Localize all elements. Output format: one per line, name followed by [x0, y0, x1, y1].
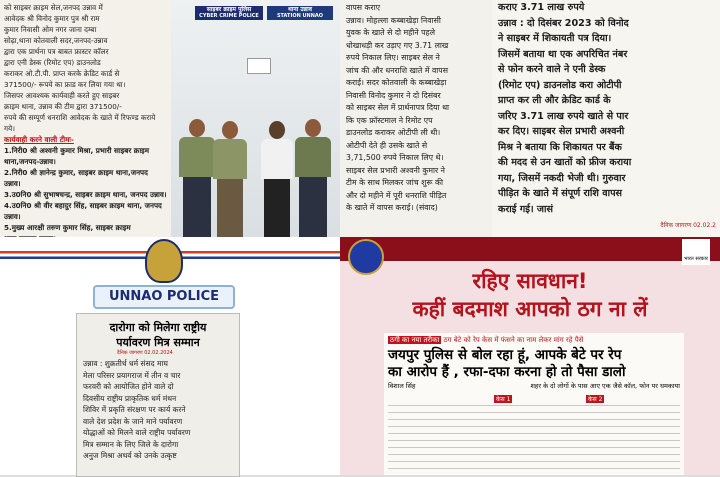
tagline-badge: ठगी का नया तरीका — [390, 336, 440, 344]
clipping-text — [0, 0, 171, 246]
govt-emblem: भारत सरकार — [682, 239, 710, 265]
case-badge: केस 1 — [496, 396, 511, 403]
text-line: 3,71,500 रुपये निकाल लिए थे। — [346, 153, 444, 162]
text-line: कुमार निवासी ओम नगर जाना दम्बा — [4, 25, 97, 34]
unnao-police-header: UNNAO POLICE — [93, 285, 235, 309]
text-line: सोढ़ा,थाना कोतवाली सदर,जनपद-उन्नाव — [4, 36, 108, 45]
text-line: 4.उ0नि0 श्री वीर बहादुर सिंह, साइबर क्राइम थाना, जनपद उन्नाव। — [4, 201, 162, 221]
text-line: दिवसीय राष्ट्रीय प्राकृतिक धर्म मंथन — [83, 393, 177, 403]
text-line: आवेदक श्री विनोद कुमार पुत्र श्री राम — [4, 14, 100, 23]
text-line: को साइबर क्राइम सेल,जनपद उन्नाव में — [4, 3, 103, 12]
text-line: द्वारा एनी डेस्क (रिमोट एप) डाउनलोड — [4, 58, 101, 67]
article-body-lines — [388, 399, 680, 471]
text-line: शिविर में प्रकृति संरक्षण पर कार्य करने — [83, 405, 186, 414]
person-1 — [179, 119, 215, 237]
text-line: द्वारा एक प्रार्थना पत्र बाबत फ्रास्टर कॉलर — [4, 47, 109, 56]
case-badge: केस 2 — [588, 396, 603, 403]
text-line: जिसपर आवश्यक कार्यवाही करते हुए साइबर — [4, 91, 120, 100]
person-3 — [261, 121, 293, 237]
text-line: 371500/- रूपये का फ्राड कर लिया गया था। — [4, 80, 126, 89]
text-line: उन्नाव : शुक्रतीर्थ धर्म संसद माघ — [83, 359, 168, 368]
text-line: जिसमें बताया था एक अपरिचित नंबर — [498, 48, 628, 60]
text-line: कराई। सदर कोतवाली के कब्बाखेड़ा — [346, 78, 447, 87]
text-line: फरवरी को आयोजित होने वाले दो — [83, 382, 174, 391]
source-label: दैनिक जागरण 02.02.2 — [660, 222, 716, 229]
text-line: के खाते में वापस कराई। (संवाद) — [346, 203, 438, 212]
text-line: क्राइम थाना, उन्नाव की टीम द्वारा 371500/- — [4, 102, 122, 111]
police-emblem-icon — [145, 239, 183, 283]
tagline-text: ठग बेटे को रेप केस में फंसने का नाम लेकर मांग रहे पैसे — [443, 336, 584, 344]
news-clipping-refund — [0, 0, 171, 237]
text-line: युवक के खाते से दो महीने पहले — [346, 28, 435, 37]
text-line: टीम के साथ मिलकर जांच शुरू की — [346, 178, 444, 187]
text-line: अनुज मिश्रा अथर्व को उनके उत्कृष्ट — [83, 451, 177, 460]
text-line: ओटीपी देते ही उसके खाते से — [346, 140, 428, 150]
text-line: 3.उ0नि0 श्री सुभाषचन्द्र, साइबर क्राइम थाना, जनपद उन्नाव। — [4, 190, 167, 199]
text-line: रुपये निकाल लिए। साइबर सेल ने — [346, 53, 440, 62]
held-paper — [247, 58, 271, 74]
news-clipping-jagran — [492, 0, 720, 237]
text-line: गया, जिसमें नकदी भेजी थी। गुरुवार — [498, 172, 626, 184]
clipping-text — [77, 356, 239, 464]
beware-fraud-poster — [340, 237, 720, 475]
text-line: कराई गई। जासं — [498, 203, 554, 215]
clipping-text — [492, 0, 720, 217]
sign-cyber-police: साइबर क्राइम पुलिस CYBER CRIME POLICE — [195, 6, 263, 20]
person-4 — [295, 119, 331, 237]
clipping-text — [340, 0, 492, 217]
text-line: कि एक फ्रॉस्टमाल ने रिमोट एप — [346, 115, 433, 125]
text-line: पीड़ित के खाते में संपूर्ण राशि वापस — [498, 188, 623, 199]
text-line: वापस कराए — [346, 3, 381, 12]
clipping — [384, 333, 684, 475]
text-line: को साइबर सेल में प्रार्थनापत्र दिया था — [346, 103, 450, 112]
text-line: और दो महीने में पूरी धनराशि पीड़ित — [346, 190, 447, 200]
text-line: डाउनलोड कराकर ओटीपी ली थी। — [346, 128, 441, 137]
text-line: 1.निरी0 श्री अश्वनी कुमार मिश्रा, प्रभारी साइबर क्राइम थाना,जनपद-उन्नाव। — [4, 146, 150, 166]
photo-cyber-police-team — [171, 0, 340, 237]
text-line: जरिए 3.71 लाख रुपये खाते से पार — [498, 110, 629, 122]
clipping — [76, 313, 240, 477]
text-line: से फोन करने वाले ने एनी डेस्क — [498, 64, 606, 75]
text-line: कराकर ओ.टी.पी. प्राप्त करके क्रेडिट कार्ड से — [4, 69, 120, 78]
text-line: की मदद से उन खातों को फ्रीज कराया — [498, 157, 632, 168]
text-line: रुपये की सम्पूर्ण धनराशि आवेदक के खाते में रिफण्ड कराये गये। — [4, 113, 156, 133]
text-line: (रिमोट एप) डाउनलोड करा ओटीपी — [498, 79, 622, 91]
text-line: प्राप्त कर ली और क्रेडिट कार्ड के — [498, 95, 611, 106]
text-line: जांच की और धनराशि खाते में वापस — [346, 65, 449, 75]
text-line: कराए 3.71 लाख रुपये — [498, 2, 585, 13]
subheadline: शहर के दो लोगों के पास आए एक जैसे कॉल, फोन पर धमकाया — [530, 382, 680, 390]
text-line: उन्नाव : दो दिसंबर 2023 को विनोद — [498, 17, 629, 29]
text-line: मिश्र ने बताया कि शिकायत पर बैंक — [498, 141, 622, 153]
text-line: मेला परिसर प्रयागराज में तीन व चार — [83, 370, 181, 380]
headline: पर्यावरण मित्र सम्मान — [116, 336, 200, 349]
headline: दारोगा को मिलेगा राष्ट्रीय — [109, 321, 207, 334]
headline: का आरोप हैं , रफा-दफा करना हो तो पैसा डालो — [388, 364, 626, 380]
text-line: योद्धाओं को मिलने वाले राष्ट्रीय पर्यावरण — [83, 428, 191, 437]
text-line: साइबर सेल प्रभारी अश्वनी कुमार ने — [346, 165, 445, 175]
text-line: वाले देश प्रदेश के जाने माने पर्यावरण — [83, 416, 183, 426]
unnao-police-post — [0, 237, 340, 475]
text-line: निवासी विनोद कुमार ने दो दिसंबर — [346, 90, 441, 100]
text-line: 5.मुख्य आरक्षी तरुण कुमार सिंह, साइबर क्राइम — [4, 223, 131, 232]
text-line: 2.निरी0 श्री ज्ञानेन्द्र कुमार, साइबर क्राइम थाना,जनपद उन्नाव। — [4, 168, 148, 188]
text-line: ने साइबर में शिकायती पत्र दिया। — [498, 33, 612, 44]
poster-subtitle: कहीं बदमाश आपको ठग ना लें — [412, 297, 648, 321]
text-line: कर दिए। साइबर सेल प्रभारी अश्वनी — [498, 126, 625, 137]
source-label: दैनिक जागरण 02.02.2024 — [117, 350, 173, 356]
text-line: उन्नाव। मोहल्ला कब्बाखेड़ा निवासी — [346, 15, 441, 25]
text-line: धोखाधड़ी कर उड़ाए गए 3.71 लाख — [346, 40, 449, 50]
text-line: मित्र सम्मान के लिए जिले के दारोगा — [83, 439, 179, 449]
byline: विशाल सिंह — [388, 382, 416, 390]
team-heading: कार्यवाही करने वाली टीमः- — [4, 135, 74, 144]
news-clipping-amar — [340, 0, 492, 237]
poster-title: रहिए सावधान! — [472, 269, 588, 293]
headline: जयपुर पुलिस से बोल रहा हूं, आपके बेटे पर रेप — [388, 347, 622, 363]
top-band — [340, 237, 720, 261]
person-2 — [213, 121, 247, 237]
sign-station-unnao: थाना उन्नाव STATION UNNAO — [267, 6, 333, 20]
